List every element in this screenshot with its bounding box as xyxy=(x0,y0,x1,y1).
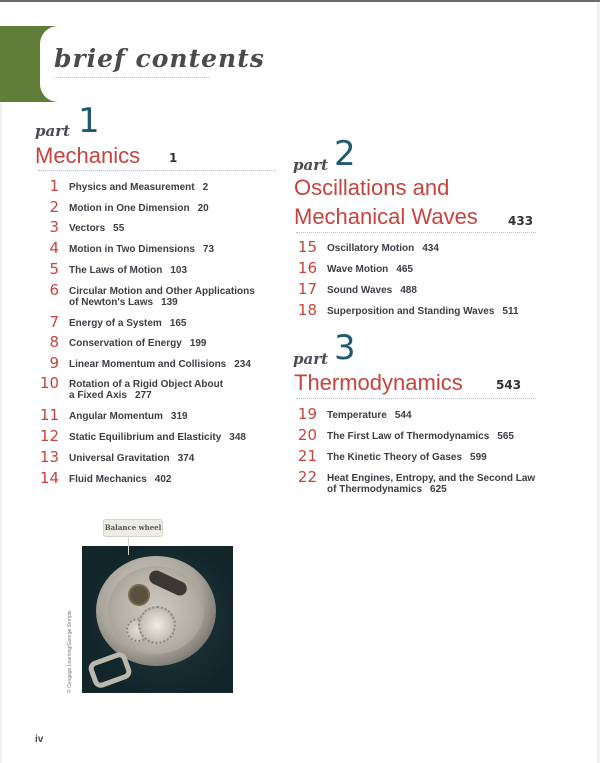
chapter-title-line xyxy=(69,244,214,255)
chapter-entry[interactable] xyxy=(35,200,209,215)
chapter-entry[interactable] xyxy=(293,261,413,276)
part-2-page: 433 xyxy=(508,214,534,228)
chapter-title-text: The First Law of Thermodynamics xyxy=(327,431,490,442)
chapter-page: 319 xyxy=(170,411,188,422)
chapter-title-line xyxy=(69,474,171,485)
chapter-page: 511 xyxy=(502,306,519,317)
chapter-title xyxy=(69,471,171,485)
chapter-page: 20 xyxy=(197,203,209,214)
chapter-title-text: Motion in One Dimension xyxy=(69,203,190,214)
chapter-title-line xyxy=(327,473,535,484)
chapter-entry[interactable] xyxy=(293,470,535,495)
chapter-title-line xyxy=(69,286,255,297)
chapter-number: 6 xyxy=(49,281,59,299)
chapter-page: 625 xyxy=(430,484,447,495)
chapter-title-line xyxy=(327,306,519,317)
chapter-page: 402 xyxy=(154,474,172,485)
part-1-rule xyxy=(38,170,276,171)
chapter-entry[interactable] xyxy=(35,220,124,235)
chapter-title-line xyxy=(69,297,255,308)
chapter-title xyxy=(327,240,439,254)
chapter-number: 22 xyxy=(297,468,317,486)
part-3-page: 543 xyxy=(496,378,522,392)
chapter-entry[interactable] xyxy=(35,179,208,194)
chapter-title-text: of Thermodynamics xyxy=(327,484,423,495)
chapter-number: 10 xyxy=(39,374,59,392)
chapter-title-text: Wave Motion xyxy=(327,264,389,275)
chapter-title-text: Linear Momentum and Collisions xyxy=(69,359,227,370)
chapter-title-line xyxy=(69,390,223,401)
chapter-title xyxy=(327,449,487,463)
chapter-title-text: a Fixed Axis xyxy=(69,390,127,401)
chapter-title xyxy=(327,428,514,442)
chapter-title-line xyxy=(327,264,413,275)
chapter-title xyxy=(327,282,417,296)
chapter-title-text: Conservation of Energy xyxy=(69,338,182,349)
chapter-page: 277 xyxy=(135,390,152,401)
chapter-title xyxy=(69,241,214,255)
figure-callout: Balance wheel xyxy=(103,519,163,537)
chapter-title xyxy=(69,408,188,422)
chapter-number: 21 xyxy=(297,447,317,465)
chapter-title-line xyxy=(69,379,223,390)
chapter-title-line xyxy=(69,432,246,443)
chapter-title xyxy=(327,303,519,317)
chapter-title-text: Vectors xyxy=(69,223,106,234)
chapter-title xyxy=(69,200,209,214)
callout-leader-line xyxy=(128,537,129,555)
chapter-title-text: Universal Gravitation xyxy=(69,453,170,464)
chapter-page: 73 xyxy=(202,244,215,255)
chapter-title-text: The Laws of Motion xyxy=(69,265,163,276)
chapter-title xyxy=(69,283,255,308)
chapter-title-line xyxy=(69,411,188,422)
chapter-entry[interactable] xyxy=(293,449,487,464)
part-2-number: 2 xyxy=(334,134,356,174)
chapter-page: 374 xyxy=(177,453,195,464)
chapter-title xyxy=(69,356,251,370)
chapter-number: 15 xyxy=(297,238,317,256)
chapter-entry[interactable] xyxy=(35,429,246,444)
chapter-title-text: Sound Waves xyxy=(327,285,393,296)
chapter-number: 2 xyxy=(49,198,59,216)
page-title: brief contents xyxy=(54,44,265,73)
chapter-title-text: Physics and Measurement xyxy=(69,182,195,193)
watch-bow xyxy=(86,650,133,690)
chapter-page: 199 xyxy=(189,338,207,349)
chapter-title-line xyxy=(327,484,535,495)
chapter-number: 3 xyxy=(49,218,59,236)
chapter-title-line xyxy=(69,265,187,276)
chapter-title-line xyxy=(69,318,187,329)
chapter-entry[interactable] xyxy=(35,408,188,423)
chapter-page: 465 xyxy=(396,264,413,275)
chapter-number: 18 xyxy=(297,301,317,319)
chapter-page: 599 xyxy=(470,452,487,463)
chapter-entry[interactable] xyxy=(293,282,417,297)
chapter-entry[interactable] xyxy=(35,283,255,308)
chapter-number: 8 xyxy=(49,333,59,351)
chapter-number: 13 xyxy=(39,448,59,466)
chapter-title-text: Heat Engines, Entropy, and the Second Law xyxy=(327,473,536,484)
part-1-label: part xyxy=(35,122,71,140)
part-1-title: Mechanics xyxy=(35,143,141,168)
chapter-number: 4 xyxy=(49,239,59,257)
chapter-number: 7 xyxy=(49,313,59,331)
chapter-number: 11 xyxy=(39,406,59,424)
chapter-page: 234 xyxy=(234,359,251,370)
chapter-title-text: Static Equilibrium and Elasticity xyxy=(69,432,222,443)
chapter-title-line xyxy=(69,182,208,193)
chapter-number: 17 xyxy=(297,280,317,298)
part-2-rule xyxy=(296,232,536,233)
part-3-rule xyxy=(296,398,536,399)
chapter-page: 348 xyxy=(229,432,246,443)
chapter-title-text: Rotation of a Rigid Object About xyxy=(69,379,224,390)
chapter-page: 544 xyxy=(394,410,412,421)
chapter-page: 55 xyxy=(113,223,125,234)
chapter-title-line xyxy=(69,359,251,370)
part-3-title: Thermodynamics xyxy=(294,370,463,395)
chapter-page: 565 xyxy=(497,431,514,442)
chapter-title-text: Angular Momentum xyxy=(69,411,163,422)
chapter-title-line xyxy=(327,243,439,254)
chapter-title-line xyxy=(327,285,417,296)
chapter-title-text: Temperature xyxy=(327,410,387,421)
chapter-entry[interactable] xyxy=(35,471,171,486)
chapter-entry[interactable] xyxy=(35,241,214,256)
chapter-entry[interactable] xyxy=(293,407,412,422)
chapter-entry[interactable] xyxy=(35,450,194,465)
chapter-number: 20 xyxy=(297,426,317,444)
chapter-title xyxy=(69,262,187,276)
top-border xyxy=(0,0,600,2)
chapter-title xyxy=(327,407,412,421)
chapter-entry[interactable] xyxy=(293,428,514,443)
chapter-title-text: The Kinetic Theory of Gases xyxy=(327,452,463,463)
chapter-title-text: Oscillatory Motion xyxy=(327,243,415,254)
chapter-page: 2 xyxy=(202,182,209,193)
chapter-title xyxy=(69,220,124,234)
chapter-entry[interactable] xyxy=(35,356,251,371)
chapter-entry[interactable] xyxy=(293,303,519,318)
chapter-page: 165 xyxy=(169,318,187,329)
chapter-title xyxy=(69,179,208,193)
chapter-title xyxy=(69,315,187,329)
chapter-page: 139 xyxy=(161,297,178,308)
chapter-title-line xyxy=(327,452,487,463)
title-rule xyxy=(54,77,209,78)
balance-wheel xyxy=(128,584,150,606)
chapter-page: 488 xyxy=(400,285,417,296)
part-1-number: 1 xyxy=(78,101,100,141)
chapter-number: 1 xyxy=(49,177,59,195)
chapter-title-text: Superposition and Standing Waves xyxy=(327,306,495,317)
chapter-number: 9 xyxy=(49,354,59,372)
chapter-title-line xyxy=(69,453,194,464)
chapter-page: 103 xyxy=(170,265,188,276)
part-2-title-line-1: Oscillations and xyxy=(294,175,450,200)
chapter-entry[interactable] xyxy=(35,335,207,350)
chapter-title xyxy=(69,450,194,464)
part-3-label: part xyxy=(293,350,329,368)
chapter-title-text: Energy of a System xyxy=(69,318,162,329)
chapter-entry[interactable] xyxy=(35,315,187,330)
chapter-title-text: of Newton's Laws xyxy=(69,297,154,308)
left-edge xyxy=(0,102,2,763)
chapter-number: 14 xyxy=(39,469,59,487)
chapter-title xyxy=(69,429,246,443)
chapter-title xyxy=(69,335,207,349)
part-3-number: 3 xyxy=(334,328,356,368)
chapter-title-line xyxy=(69,203,209,214)
chapter-number: 5 xyxy=(49,260,59,278)
part-2-label: part xyxy=(293,156,329,174)
part-1-page: 1 xyxy=(169,151,178,165)
chapter-page: 434 xyxy=(422,243,439,254)
chapter-entry[interactable] xyxy=(35,262,187,277)
chapter-title-text: Fluid Mechanics xyxy=(69,474,147,485)
chapter-title xyxy=(327,261,413,275)
large-gear xyxy=(138,606,176,644)
part-2-title-line-2: Mechanical Waves xyxy=(294,204,478,229)
chapter-entry[interactable] xyxy=(35,376,223,401)
photo-credit: © Cengage Learning/George Semple xyxy=(67,610,73,693)
chapter-entry[interactable] xyxy=(293,240,439,255)
chapter-title-text: Motion in Two Dimensions xyxy=(69,244,195,255)
chapter-title-line xyxy=(327,410,412,421)
chapter-title-line xyxy=(327,431,514,442)
chapter-title-line xyxy=(69,223,124,234)
pocket-watch-photo xyxy=(82,546,233,693)
page-number: iv xyxy=(35,734,44,745)
chapter-number: 19 xyxy=(297,405,317,423)
chapter-title xyxy=(327,470,535,495)
chapter-title-text: Circular Motion and Other Applications xyxy=(69,286,255,297)
chapter-number: 16 xyxy=(297,259,317,277)
chapter-number: 12 xyxy=(39,427,59,445)
chapter-title xyxy=(69,376,223,401)
chapter-title-line xyxy=(69,338,207,349)
